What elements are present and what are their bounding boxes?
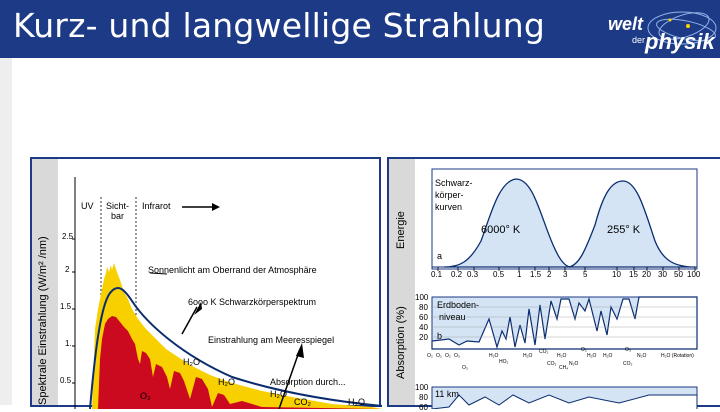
welt-der-physik-logo[interactable] [600,6,720,58]
ytick-b-80: 80 [419,303,428,312]
absorption-ylabel: Absorption (%) [395,306,407,379]
gas-label: O₃ [625,347,631,353]
xtick-0-2: 0.2 [451,270,463,279]
gas-label: HO₂ [499,359,509,365]
logo-word-physik: physik [645,29,715,54]
region-visible-1: Sicht- [106,201,130,211]
xtick-100: 100 [687,270,701,279]
peak-6000k: 6000° K [481,224,521,236]
ytick-c-100: 100 [415,383,429,392]
left-ylabel: Spektrale Einstrahlung (W/m² /nm) [37,236,49,405]
region-uv: UV [81,201,94,211]
absorption-panel [387,157,720,412]
ytick-b-40: 40 [419,323,428,332]
ytick-b-60: 60 [419,313,428,322]
page-title: Kurz- und langwellige Strahlung [13,6,545,45]
label-blackbody: 6ooo K Schwarzkörperspektrum [188,297,317,307]
label-h2o-3: H₂O [270,389,287,399]
label-o3: O₃ [140,391,151,401]
ground-title-1: Erdboden- [437,300,480,310]
xtick-15: 15 [629,270,638,279]
xtick-10: 10 [612,270,621,279]
gas-label: H₂O [489,353,499,359]
blackbody-title-3: kurven [435,202,463,212]
xtick-1: 1 [517,270,522,279]
subplot-b-letter: b [437,331,443,341]
ytick-b-20: 20 [419,333,428,342]
gas-label: N₂O [637,353,647,359]
gas-label: H₂O [587,353,597,359]
gas-label: O₂ [436,353,442,359]
blackbody-title-1: Schwarz- [435,178,473,188]
region-visible-2: bar [111,211,125,221]
label-h2o-4: H₂O [348,397,365,407]
solar-spectrum-panel [30,157,381,407]
xtick-1-5: 1.5 [530,270,542,279]
gas-label: H₂O [523,353,533,359]
gas-label: H₂O (Rotation) [661,353,694,359]
xtick-30: 30 [658,270,667,279]
peak-255k: 255° K [607,224,641,236]
label-absorption: Absorption durch... [270,377,346,387]
blackbody-title-2: körper- [435,190,464,200]
gas-label: O₂ [445,353,451,359]
region-infrared: Infrarot [142,201,171,211]
gas-label: H₂O [603,353,613,359]
gas-label: CH₄ [559,365,569,371]
ytick-2-5: 2.5 [62,232,74,241]
gas-label: O₂ [581,347,587,353]
gas-label: O₂ [427,353,433,359]
gas-label: H₂O [557,353,567,359]
energy-ylabel: Energie [395,211,407,249]
xtick-3: 3 [563,270,568,279]
xtick-5: 5 [583,270,588,279]
ytick-2: 2 [65,265,70,274]
gas-label: N₂O [569,361,579,367]
logo-word-welt: welt [608,14,644,34]
xtick-0-1: 0.1 [431,270,443,279]
ytick-0-5: 0.5 [60,376,72,385]
gas-label: CO₂ [623,361,633,367]
xtick-0-5: 0.5 [493,270,505,279]
logo-word-der: der [632,35,646,45]
gas-label: CO₂ [547,361,557,367]
xtick-20: 20 [642,270,651,279]
subplot-a-letter: a [437,251,443,261]
xtick-0-3: 0.3 [467,270,479,279]
ytick-c-60: 60 [419,403,428,412]
ytick-1-5: 1.5 [60,302,72,311]
label-co2: CO₂ [294,397,311,407]
altitude-title: 11 km [435,389,459,399]
header-bar [0,0,720,58]
ytick-c-80: 80 [419,393,428,402]
ytick-b-100: 100 [415,293,429,302]
ytick-1: 1. [65,339,72,348]
label-h2o-2: H₂O [218,377,235,387]
xtick-50: 50 [674,270,683,279]
xtick-2: 2 [547,270,552,279]
gas-label: O₃ [454,353,460,359]
solar-spectrum-figure [32,159,383,409]
label-sun-top: Sonnenlicht am Oberrand der Atmosphäre [148,265,317,275]
gas-label: O₃ [462,365,468,371]
label-sea-level: Einstrahlung am Meeresspiegel [208,335,335,345]
ground-title-2: niveau [439,312,466,322]
label-h2o-1: H₂O [183,357,200,367]
gas-label: CO₂ [539,349,549,355]
left-margin-strip [0,58,12,405]
